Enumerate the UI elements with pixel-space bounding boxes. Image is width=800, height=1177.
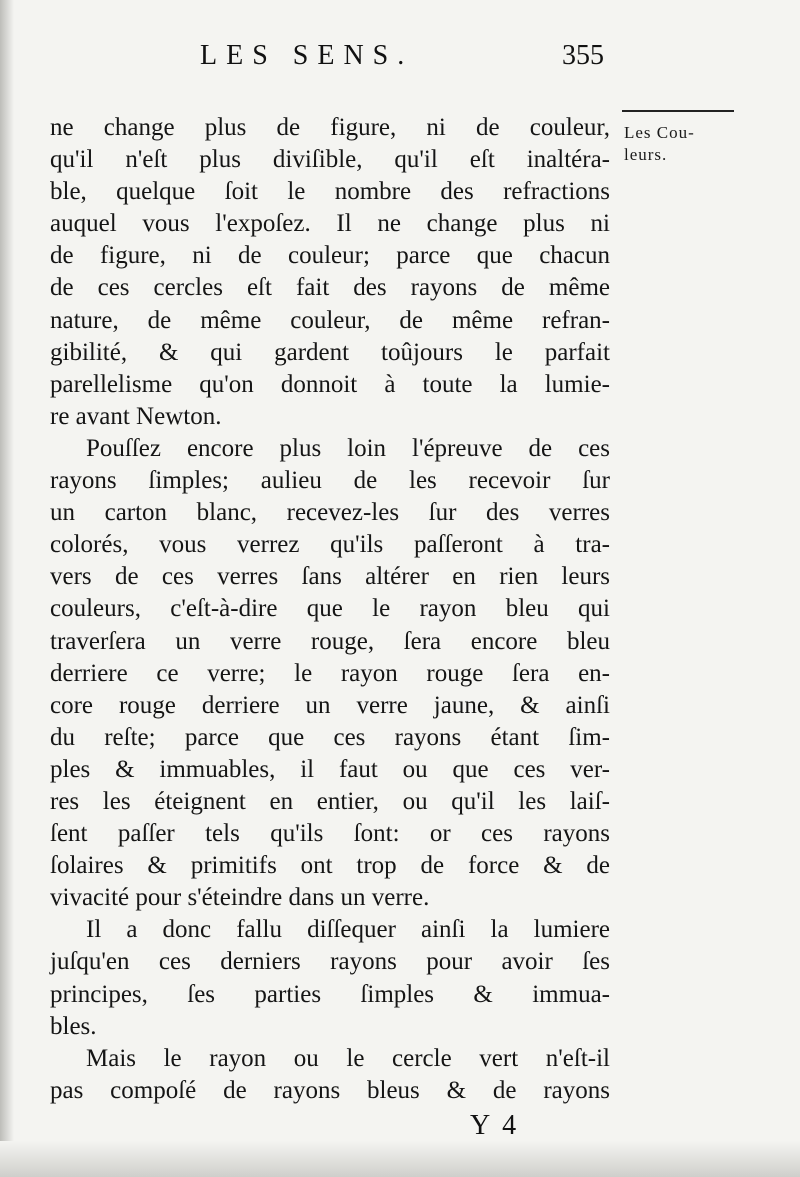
text-line: bles. xyxy=(50,1012,97,1040)
text-line: principes, ſes parties ſimples & immua- xyxy=(50,980,610,1008)
text-line: re avant Newton. xyxy=(50,402,222,430)
text-line: un carton blanc, recevez-les ſur des verres xyxy=(50,499,610,527)
text-line: ble, quelque ſoit le nombre des refractions xyxy=(50,178,610,206)
text-line: parellelisme qu'on donnoit à toute la lumie- xyxy=(50,370,610,398)
text-line: core rouge derriere un verre jaune, & ainſi xyxy=(50,691,610,719)
text-line: juſqu'en ces derniers rayons pour avoir ſes xyxy=(50,948,610,976)
text-line: derriere ce verre; le rayon rouge ſera en- xyxy=(50,659,610,687)
text-line: ples & immuables, il faut ou que ces ver- xyxy=(50,755,610,783)
text-line: pas compoſé de rayons bleus & de rayons xyxy=(50,1076,610,1104)
text-line: Pouſſez encore plus loin l'épreuve de ces xyxy=(86,434,610,462)
body-text xyxy=(50,112,610,1107)
text-line: rayons ſimples; aulieu de les recevoir ſur xyxy=(50,467,610,495)
text-line: ſolaires & primitifs ont trop de force & de xyxy=(50,852,610,880)
margin-rule xyxy=(622,110,734,112)
text-line: auquel vous l'expoſez. Il ne change plus ni xyxy=(50,210,610,238)
text-line: traverſera un verre rouge, ſera encore bleu xyxy=(50,627,610,655)
text-line: du reſte; parce que ces rayons étant ſim- xyxy=(50,723,610,751)
text-line: de ces cercles eſt fait des rayons de même xyxy=(50,274,610,302)
text-line: couleurs, c'eſt-à-dire que le rayon bleu qui xyxy=(50,595,610,623)
text-line: nature, de même couleur, de même refran- xyxy=(50,306,610,334)
text-line: Mais le rayon ou le cercle vert n'eſt-il xyxy=(86,1044,610,1072)
text-line: de figure, ni de couleur; parce que chacun xyxy=(50,242,610,270)
text-line: gibilité, & qui gardent toûjours le parfait xyxy=(50,338,610,366)
text-line: res les éteignent en entier, ou qu'il les laiſ- xyxy=(50,787,610,815)
text-line: ne change plus de figure, ni de couleur, xyxy=(50,114,610,141)
page-number: 355 xyxy=(562,40,604,71)
margin-note-line: Les Cou- xyxy=(624,123,695,142)
margin-note xyxy=(624,122,764,166)
text-line: colorés, vous verrez qu'ils paſſeront à tra- xyxy=(50,531,610,559)
text-line: vivacité pour s'éteindre dans un verre. xyxy=(50,884,430,912)
margin-note-line: leurs. xyxy=(624,145,668,164)
text-line: Il a donc fallu diſſequer ainſi la lumiere xyxy=(86,916,610,944)
text-line: vers de ces verres ſans altérer en rien leurs xyxy=(50,563,610,591)
text-line: qu'il n'eſt plus diviſible, qu'il eſt inaltéra- xyxy=(50,146,610,174)
running-title: LES SENS. xyxy=(200,40,414,71)
signature-mark: Y 4 xyxy=(470,1110,520,1141)
text-line: ſent paſſer tels qu'ils ſont: or ces rayons xyxy=(50,820,610,848)
